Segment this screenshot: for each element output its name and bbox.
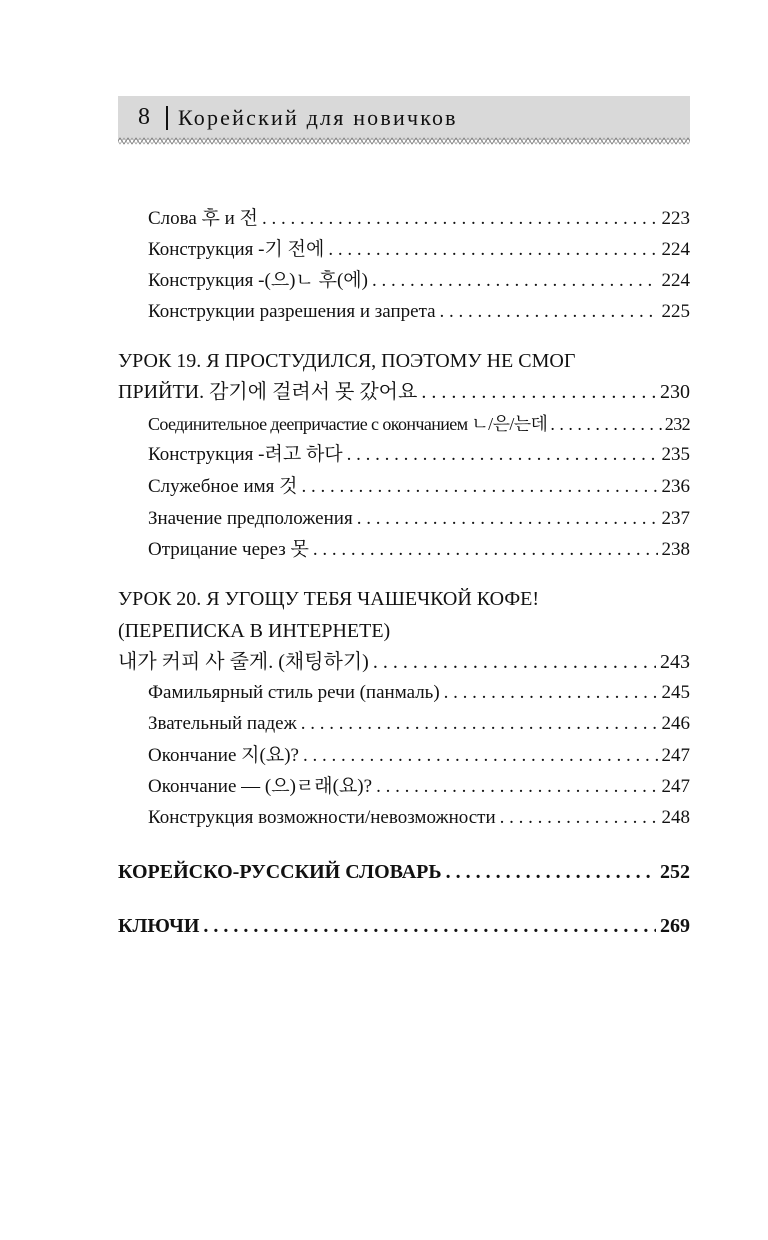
- toc-entry-dictionary[interactable]: КОРЕЙСКО-РУССКИЙ СЛОВАРЬ . . . 252: [118, 860, 690, 884]
- toc-entry[interactable]: Окончание 지(요)? . . . 247: [148, 744, 690, 768]
- toc-entry[interactable]: Фамильярный стиль речи (панмаль) . . . 245: [148, 681, 690, 705]
- toc-entry[interactable]: Служебное имя 것 . . . 236: [148, 475, 690, 499]
- toc-entry[interactable]: Значение предположения . . . 237: [148, 507, 690, 531]
- book-title: Корейский для новичков: [178, 105, 458, 130]
- toc-entry[interactable]: Конструкции разрешения и запрета . . . 225: [148, 300, 690, 324]
- toc-entry[interactable]: Конструкция -려고 하다 . . . 235: [148, 443, 690, 467]
- toc-entry[interactable]: Соединительное деепричастие с окончанием ㄴ/은/는데 . . . 232: [148, 412, 690, 436]
- toc-entry[interactable]: Конструкция -기 전에 . . . 224: [148, 238, 690, 262]
- lesson-20-heading: УРОК 20. Я УГОЩУ ТЕБЯ ЧАШЕЧКОЙ КОФЕ!: [118, 588, 540, 610]
- lesson-19-entry[interactable]: ПРИЙТИ. 감기에 걸려서 못 갔어요 . . . 230: [118, 380, 690, 404]
- toc-entry[interactable]: Конструкция возможности/невозможности . . . 248: [148, 806, 690, 830]
- lesson-20-subheading: (ПЕРЕПИСКА В ИНТЕРНЕТЕ): [118, 620, 391, 642]
- toc-entry[interactable]: Окончание — (으)ㄹ래(요)? . . . 247: [148, 775, 690, 799]
- toc-entry[interactable]: Звательный падеж . . . 246: [148, 712, 690, 736]
- page-number: 8: [138, 104, 151, 130]
- toc-entry-keys[interactable]: КЛЮЧИ . . . 269: [118, 914, 690, 938]
- lesson-20-entry[interactable]: 내가 커피 사 줄게. (채팅하기) . . . 243: [118, 650, 690, 674]
- toc-entry[interactable]: Конструкция -(으)ㄴ 후(에) . . . 224: [148, 269, 690, 293]
- toc-entry[interactable]: Слова 후 и 전 . . . 223: [148, 207, 690, 231]
- lesson-19-heading: УРОК 19. Я ПРОСТУДИЛСЯ, ПОЭТОМУ НЕ СМОГ: [118, 350, 576, 372]
- toc-entry[interactable]: Отрицание через 못 . . . 238: [148, 538, 690, 562]
